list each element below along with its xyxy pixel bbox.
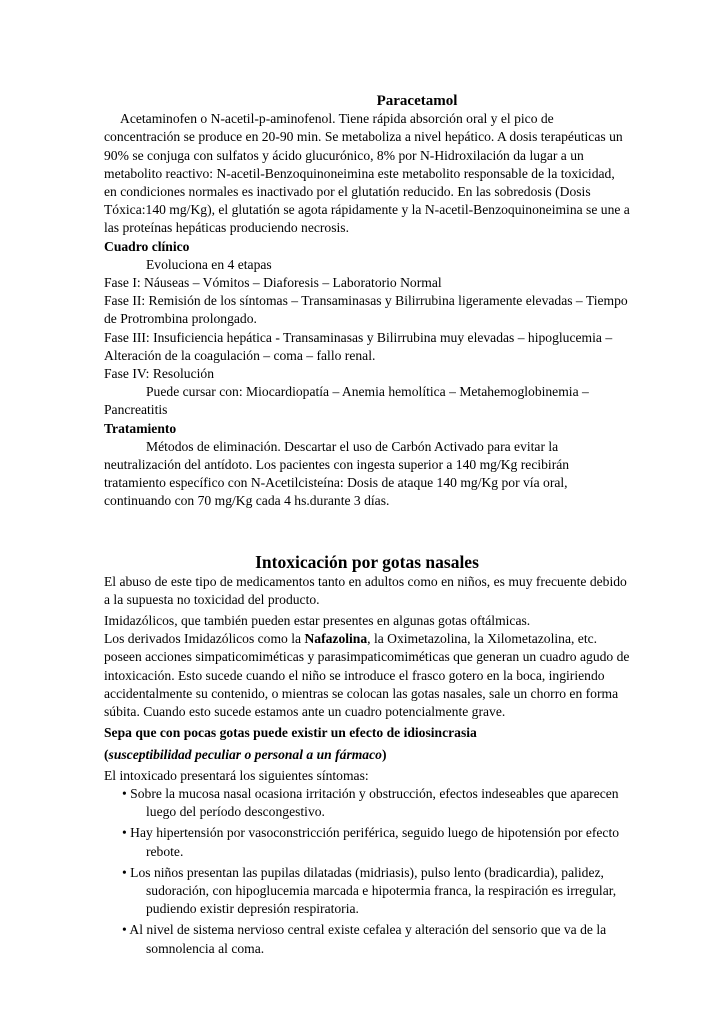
idiosyncrasy-warning: Sepa que con pocas gotas puede existir un efecto de idiosincrasia <box>104 725 477 741</box>
phase-1: Fase I: Náuseas – Vómitos – Diaforesis – Laboratorio Normal <box>104 275 442 291</box>
list-item <box>104 864 630 919</box>
treatment-heading: Tratamiento <box>104 420 177 436</box>
treatment-text: Métodos de eliminación. Descartar el uso de Carbón Activado para evitar la neutralización del antídoto. Los pacientes con ingesta superior a 140 mg/Kg recibirán tratamiento específico con N-Acetilcisteína: Dosis de ataque 140 mg/Kg por vía oral, continuando con 70 mg/Kg cada 4 hs.durante 3 días. <box>104 438 570 509</box>
complications: Puede cursar con: Miocardiopatía – Anemia hemolítica – Metahemoglobinemia – Pancreatitis <box>104 384 589 418</box>
list-item <box>104 921 630 957</box>
nasal-para-3 <box>104 630 630 721</box>
bullet-icon: • <box>122 825 127 841</box>
phase-4: Fase IV: Resolución <box>104 366 214 382</box>
clinical-heading: Cuadro clínico <box>104 238 190 254</box>
nasal-para-1: El abuso de este tipo de medicamentos tanto en adultos como en niños, es muy frecuente debido a la supuesta no toxicidad del producto. <box>104 573 627 607</box>
nasal-para-2: Imidazólicos, que también pueden estar presentes en algunas gotas oftálmicas. <box>104 613 531 629</box>
symptom-text: Hay hipertensión por vasoconstricción periférica, seguido luego de hipotensión por efecto rebote. <box>130 825 620 859</box>
bullet-icon: • <box>122 922 127 938</box>
paren-open: ( <box>104 746 109 762</box>
stages-intro: Evoluciona en 4 etapas <box>146 256 272 272</box>
section-title-paracetamol: Paracetamol <box>376 93 458 109</box>
symptoms-intro: El intoxicado presentará los siguientes síntomas: <box>104 767 369 783</box>
symptom-text: Sobre la mucosa nasal ocasiona irritación y obstrucción, efectos indeseables que aparecen luego del período descongestivo. <box>130 785 619 820</box>
paren-close: ) <box>381 746 387 762</box>
section-title-nasal-drops: Intoxicación por gotas nasales <box>255 551 479 572</box>
symptom-text: Al nivel de sistema nervioso central existe cefalea y alteración del sensorio que va de la somnolencia al coma. <box>129 922 607 956</box>
para3-text-a: Los derivados Imidazólicos como la <box>104 631 305 647</box>
phase-2: Fase II: Remisión de los síntomas – Transaminasas y Bilirrubina ligeramente elevadas – Tiempo de Protrombina prolongado. <box>104 293 628 327</box>
nafazolina-term: Nafazolina <box>304 631 368 647</box>
para3-text-b: , la Oximetazolina, la Xilometazolina, etc. poseen acciones simpaticomiméticas y parasimpaticomiméticas que generan un cuadro agudo de intoxicación. Esto sucede cuando el niño se introduce el frasco gotero en la boca, ingiriendo accidentalmente su contenido, o mientras se colocan las gotas nasales, sale un chorro en forma súbita. Cuando esto sucede estamos ante un cuadro potencialmente grave. <box>104 631 630 720</box>
symptom-text: Los niños presentan las pupilas dilatadas (midriasis), pulso lento (bradicardia), palidez, sudoración, con hipoglucemia marcada e hipotermia franca, la respiración es irregular, pudiendo existir depresión respiratoria. <box>130 864 617 917</box>
document-page <box>104 92 630 961</box>
bullet-icon: • <box>122 864 127 880</box>
symptoms-list <box>104 785 630 958</box>
phase-3: Fase III: Insuficiencia hepática - Transaminasas y Bilirrubina muy elevadas – hipoglucemia – Alteración de la coagulación – coma – fallo renal. <box>104 329 613 363</box>
definition-text: susceptibilidad peculiar o personal a un fármaco <box>108 746 382 762</box>
list-item <box>104 785 630 821</box>
list-item <box>104 824 630 860</box>
bullet-icon: • <box>122 785 127 801</box>
paracetamol-intro: Acetaminofen o N-acetil-p-aminofenol. Tiene rápida absorción oral y el pico de concentración se produce en 20-90 min. Se metaboliza a nivel hepático. A dosis terapéuticas un 90% se conjuga con sulfatos y ácido glucurónico, 8% por N-Hidroxilación da lugar a un metabolito reactivo: N-acetil-Benzoquinoneimina este metabolito responsable de la toxicidad, en condiciones normales es inactivado por el glutatión reducido. En las sobredosis (Dosis Tóxica:140 mg/Kg), el glutatión se agota rápidamente y la N-acetil-Benzoquinoneimina se une a las proteínas hepáticas produciendo necrosis. <box>104 111 630 236</box>
idiosyncrasy-definition <box>104 746 630 764</box>
